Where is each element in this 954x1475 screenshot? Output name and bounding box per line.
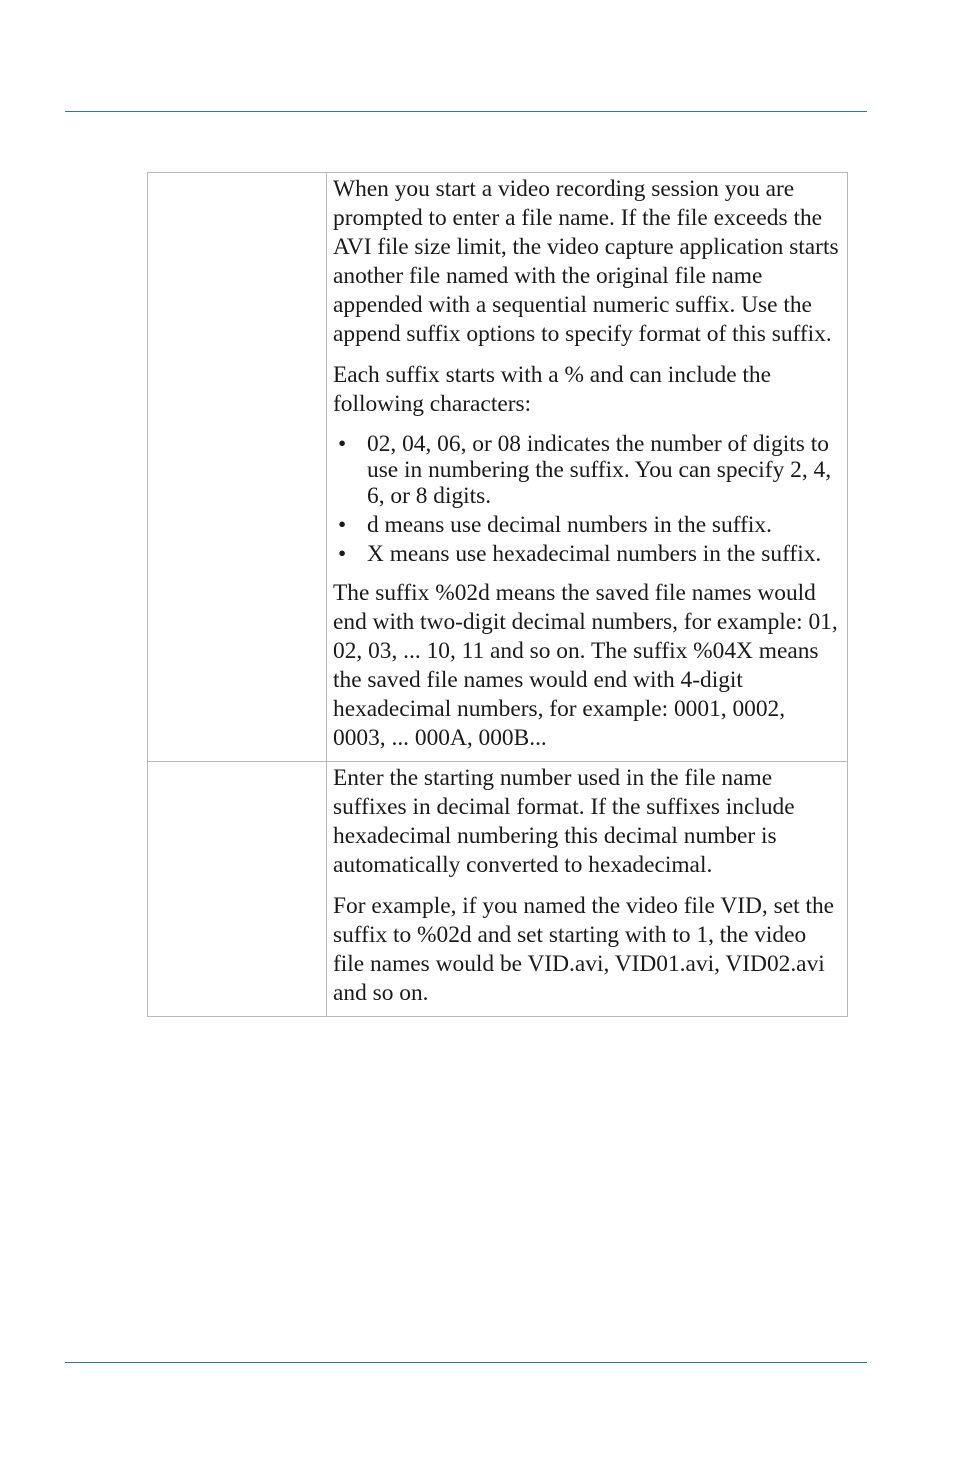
list-item: • X means use hexadecimal numbers in the suffix. bbox=[338, 541, 822, 567]
bullet-icon: • bbox=[338, 541, 347, 567]
option-name-cell bbox=[148, 762, 327, 1017]
table-row bbox=[148, 173, 848, 762]
description-paragraph: Enter the starting number used in the file name suffixes in decimal format. If the suffixes include hexadecimal numbering this decimal number is automatically converted to hexadecimal. bbox=[333, 765, 795, 878]
description-paragraph: Each suffix starts with a % and can include the following characters: bbox=[333, 362, 772, 417]
options-table bbox=[147, 172, 848, 1017]
list-item: • 02, 04, 06, or 08 indicates the number of digits to use in numbering the suffix. You can specify 2, 4, 6, or 8 digits. bbox=[338, 431, 832, 509]
list-item: • d means use decimal numbers in the suffix. bbox=[338, 512, 772, 538]
footer-rule bbox=[65, 1362, 867, 1363]
option-description-cell bbox=[327, 762, 848, 1017]
example-paragraph: The suffix %02d means the saved file names would end with two-digit decimal numbers, for example: 01, 02, 03, ... 10, 11 and so on. The suffix %04X means the saved file names would end with 4-digit hexadecimal numbers, for example: 0001, 0002, 0003, ... 000A, 000B... bbox=[333, 580, 838, 751]
bullet-icon: • bbox=[338, 431, 347, 457]
header-rule bbox=[65, 111, 867, 112]
suffix-character-list bbox=[333, 431, 841, 567]
description-paragraph: When you start a video recording session you are prompted to enter a file name. If the file exceeds the AVI file size limit, the video capture application starts another file named with the original file name appended with a sequential numeric suffix. Use the append suffix options to specify format of this suffix. bbox=[333, 176, 839, 347]
table-row bbox=[148, 762, 848, 1017]
bullet-icon: • bbox=[338, 512, 347, 538]
example-paragraph: For example, if you named the video file VID, set the suffix to %02d and set starting with to 1, the video file names would be VID.avi, VID01.avi, VID02.avi and so on. bbox=[333, 893, 835, 1006]
option-description-cell bbox=[327, 173, 848, 762]
option-name-cell bbox=[148, 173, 327, 762]
